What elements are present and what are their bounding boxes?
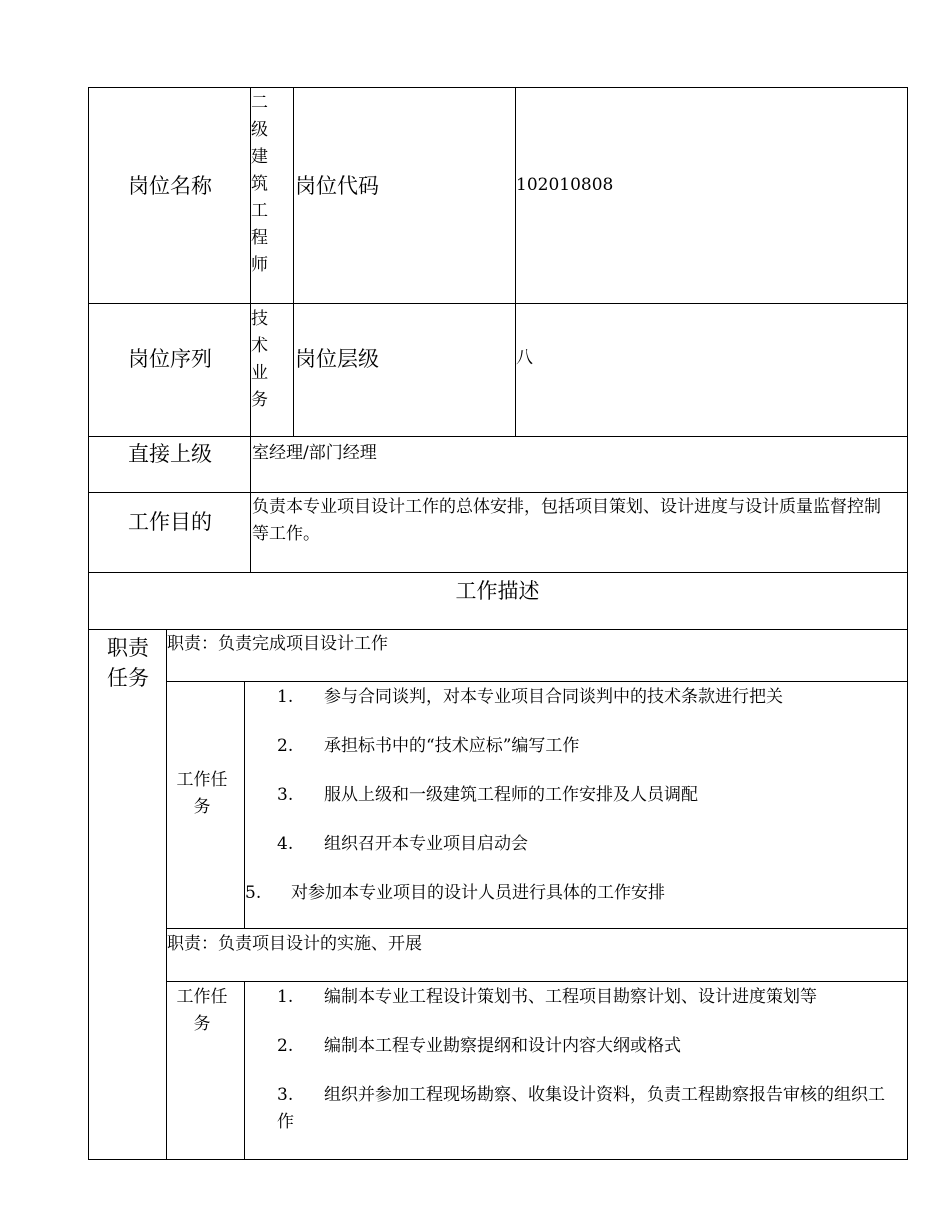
duty2-task-text: 编制本专业工程设计策划书、工程项目勘察计划、设计进度策划等 [324, 987, 817, 1007]
duty2-task-text: 编制本工程专业勘察提纲和设计内容大纲或格式 [324, 1036, 681, 1056]
row-divider [88, 629, 907, 630]
duty1-task-label: 工作任务 [176, 770, 228, 817]
duty2-task-label: 工作任务 [176, 987, 228, 1034]
duty1-task-num: 3. [277, 785, 294, 805]
duty1-task-num: 2. [277, 736, 294, 756]
superior-value: 室经理/部门经理 [252, 443, 377, 463]
duty2-title: 职责：负责项目设计的实施、开展 [167, 934, 422, 954]
purpose-label: 工作目的 [128, 510, 212, 534]
row-divider [166, 981, 907, 982]
row-divider [166, 928, 907, 929]
duties-label-line2: 任务 [107, 666, 149, 690]
description-header: 工作描述 [455, 579, 540, 603]
duty1-title: 职责：负责完成项目设计工作 [167, 634, 388, 654]
job-name-value: 二级建筑工程师 [251, 93, 268, 275]
job-level-value: 八 [516, 348, 533, 368]
superior-label: 直接上级 [128, 442, 212, 466]
col-divider [293, 87, 294, 437]
duty1-task-text: 组织召开本专业项目启动会 [324, 834, 528, 854]
row-divider [88, 436, 907, 437]
col-divider [166, 629, 167, 1159]
duty1-task-text: 对参加本专业项目的设计人员进行具体的工作安排 [291, 883, 665, 903]
col-divider [515, 87, 516, 437]
job-level-label: 岗位层级 [295, 347, 379, 371]
duty1-task-text: 参与合同谈判，对本专业项目合同谈判中的技术条款进行把关 [324, 687, 783, 707]
duty1-task-text: 承担标书中的“技术应标”编写工作 [324, 736, 580, 756]
row-divider [166, 681, 907, 682]
duty2-task-text: 组织并参加工程现场勘察、收集设计资料，负责工程勘察报告审核的组织工作 [277, 1085, 885, 1132]
job-name-label: 岗位名称 [128, 174, 212, 198]
row-divider [88, 303, 907, 304]
duty1-task-text: 服从上级和一级建筑工程师的工作安排及人员调配 [324, 785, 698, 805]
duty2-task-num: 3. [277, 1085, 294, 1105]
duty2-task-num: 1. [277, 987, 294, 1007]
row-divider [88, 492, 907, 493]
duty1-task-num: 1. [277, 687, 294, 707]
row-divider [88, 572, 907, 573]
job-code-value: 102010808 [516, 175, 614, 195]
duty1-task-num: 5. [245, 883, 262, 903]
purpose-value: 负责本专业项目设计工作的总体安排，包括项目策划、设计进度与设计质量监督控制等工作。 [252, 497, 881, 544]
job-sequence-label: 岗位序列 [128, 347, 212, 371]
job-code-label: 岗位代码 [295, 174, 379, 198]
duty2-task-num: 2. [277, 1036, 294, 1056]
job-sequence-value: 技术业务 [251, 309, 268, 410]
duties-label-line1: 职责 [107, 636, 149, 660]
col-divider [244, 981, 245, 1159]
duty1-task-num: 4. [277, 834, 294, 854]
